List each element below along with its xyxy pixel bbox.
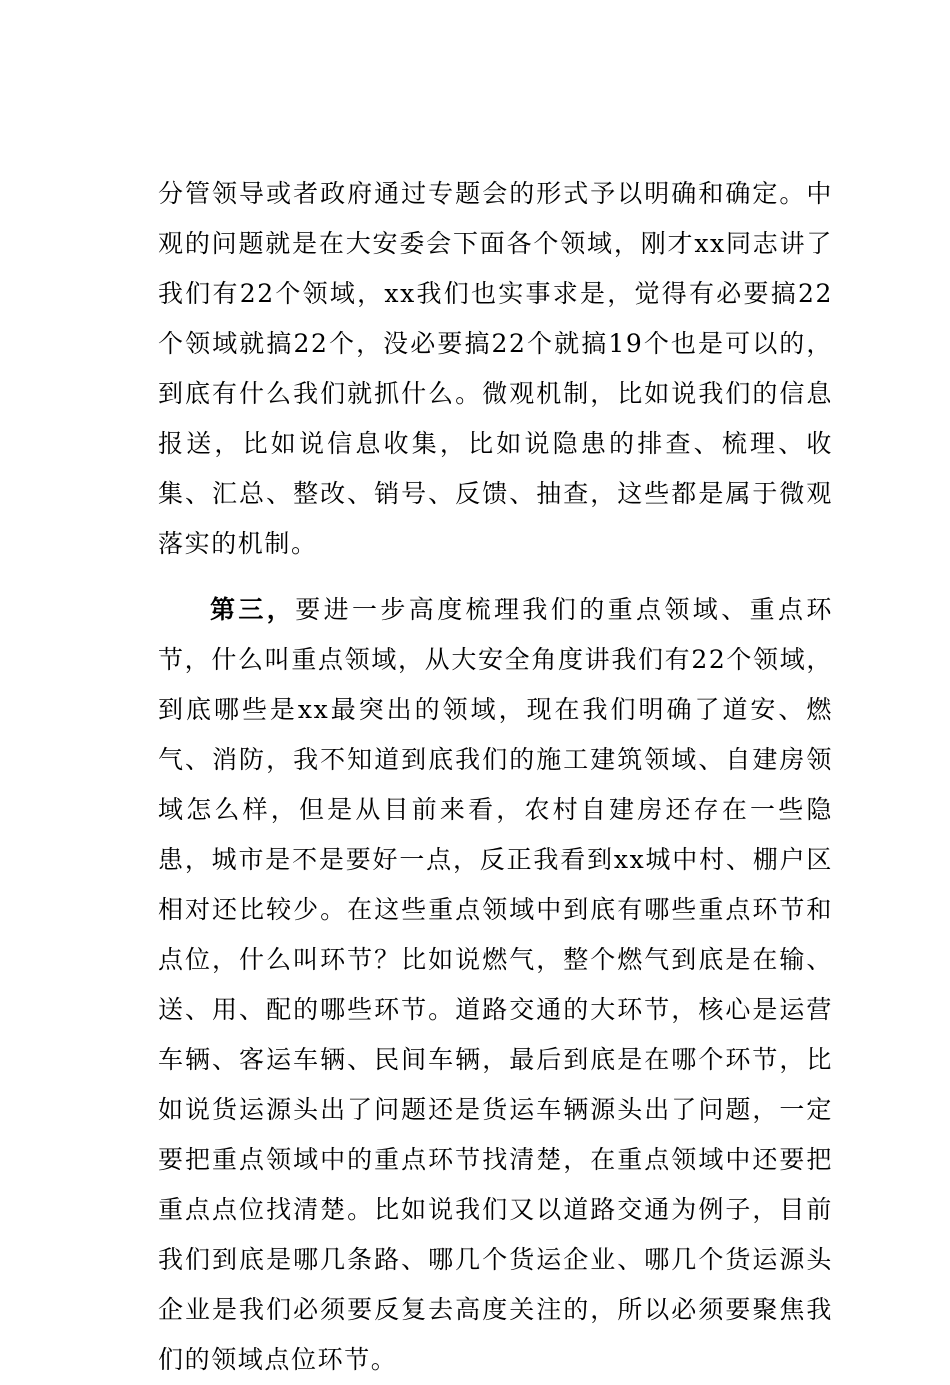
paragraph-2-body: 要进一步高度梳理我们的重点领域、重点环节，什么叫重点领域，从大安全角度讲我们有22个领域，到底哪些是xx最突出的领域，现在我们明确了道安、燃气、消防，我不知道到底我们的施工建筑领域、自建房领域怎么样，但是从目前来看，农村自建房还存在一些隐患，城市是不是要好一点，反正我看到xx城中村、棚户区相对还比较少。在这些重点领域中到底有哪些重点环节和点位，什么叫环节？比如说燃气，整个燃气到底是在输、送、用、配的哪些环节。道路交通的大环节，核心是运营车辆、客运车辆、民间车辆，最后到底是在哪个环节，比如说货运源头出了问题还是货运车辆源头出了问题，一定要把重点领域中的重点环节找清楚，在重点领域中还要把重点点位找清楚。比如说我们又以道路交通为例子，目前我们到底是哪几条路、哪几个货运企业、哪几个货运源头企业是我们必须要反复去高度关注的，所以必须要聚焦我们的领域点位环节。 [158,595,833,1374]
body-text [158,169,833,1385]
paragraph-1: 分管领导或者政府通过专题会的形式予以明确和确定。中观的问题就是在大安委会下面各个领域，刚才xx同志讲了我们有22个领域，xx我们也实事求是，觉得有必要搞22个领域就搞22个，没必要搞22个就搞19个也是可以的，到底有什么我们就抓什么。微观机制，比如说我们的信息报送，比如说信息收集，比如说隐患的排查、梳理、收集、汇总、整改、销号、反馈、抽查，这些都是属于微观落实的机制。 [158,179,833,558]
paragraph-2-lead: 第三， [210,595,296,624]
paragraph-2 [158,585,833,1385]
